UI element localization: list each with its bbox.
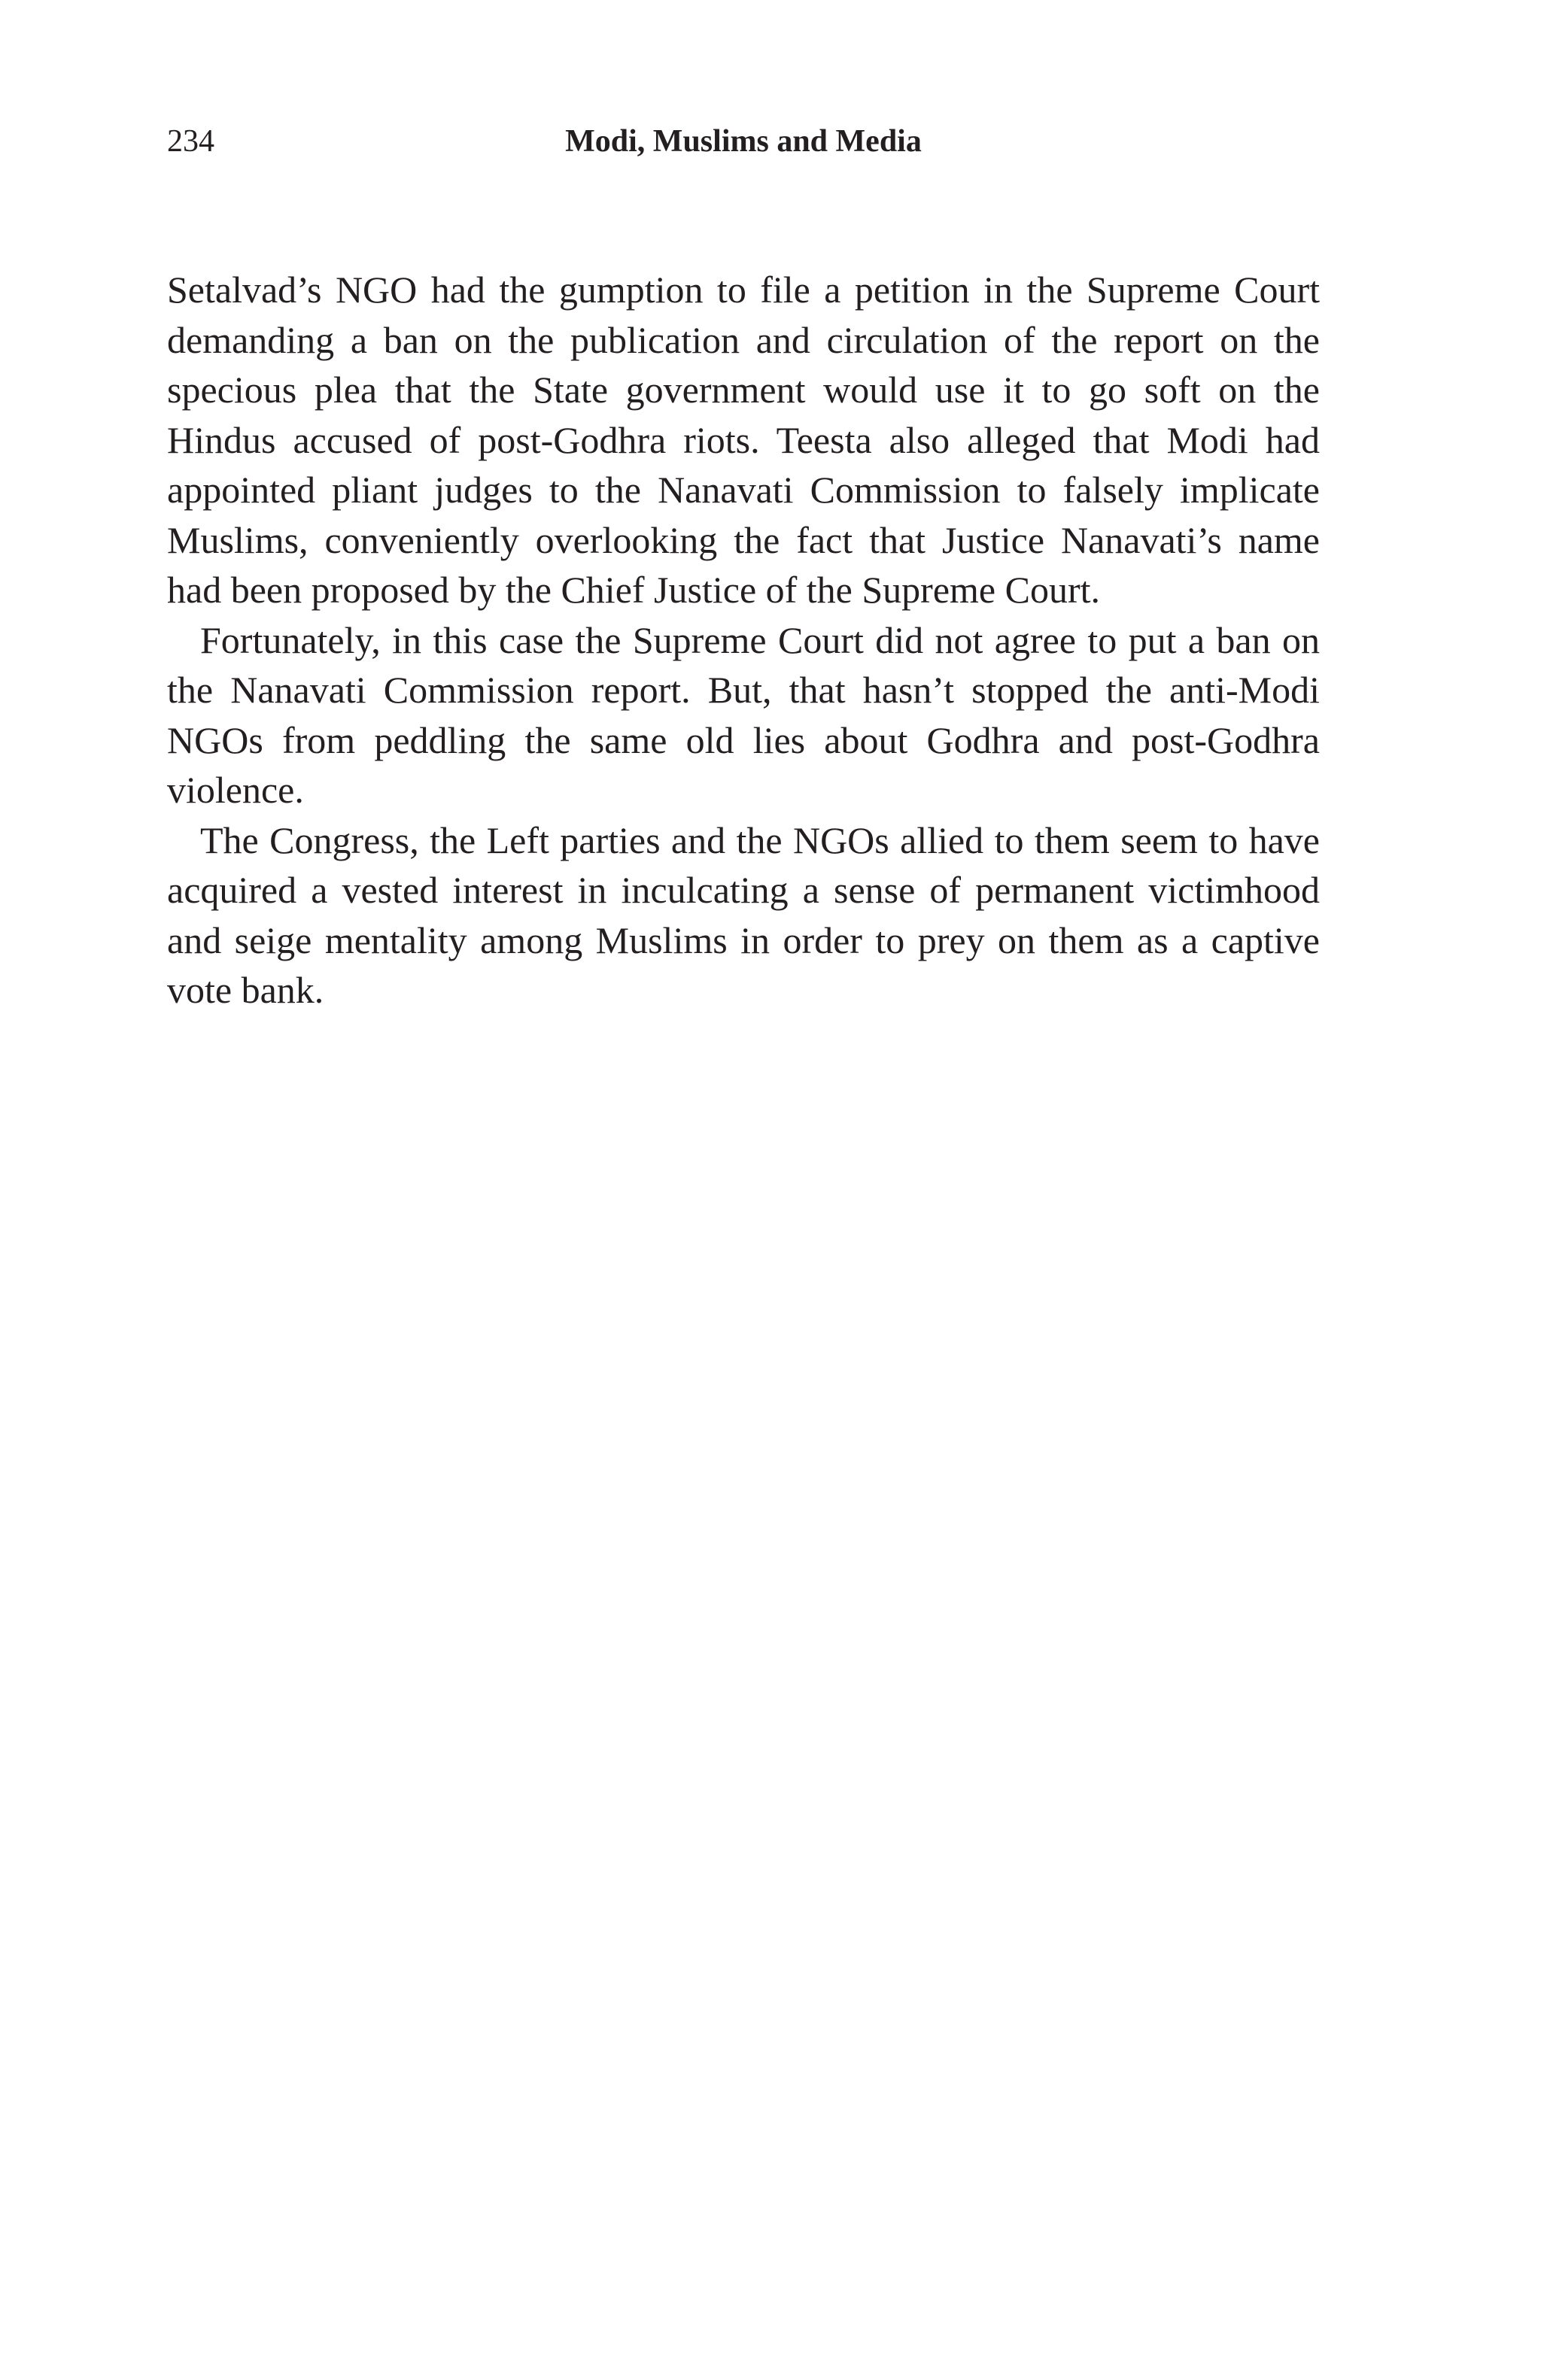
running-title: Modi, Muslims and Media bbox=[565, 124, 922, 159]
body-text bbox=[167, 265, 1320, 1015]
paragraph-3: The Congress, the Left parties and the NGOs allied to them seem to have acquired a vested interest in inculcating a sense of permanent victimhood and seige mentality among Muslims in order to prey on them as a captive vote bank. bbox=[167, 818, 1320, 1011]
paragraph-1: Setalvad’s NGO had the gumption to file a petition in the Supreme Court demanding a ban on the publication and circulation of the report on the specious plea that the State government would use it to go soft on the Hindus accused of post-Godhra riots. Teesta also alleged that Modi had appointed pliant judges to the Nanavati Commission to falsely implicate Muslims, conveniently overlooking the fact that Justice Nanavati’s name had been proposed by the Chief Justice of the Supreme Court. bbox=[167, 269, 1320, 611]
paragraph-2: Fortunately, in this case the Supreme Court did not agree to put a ban on the Nanavati Commission report. But, that hasn’t stopped the anti-Modi NGOs from peddling the same old lies about Godhra and post-Godhra violence. bbox=[167, 618, 1320, 811]
running-head bbox=[167, 119, 1320, 164]
page-number: 234 bbox=[167, 124, 214, 159]
